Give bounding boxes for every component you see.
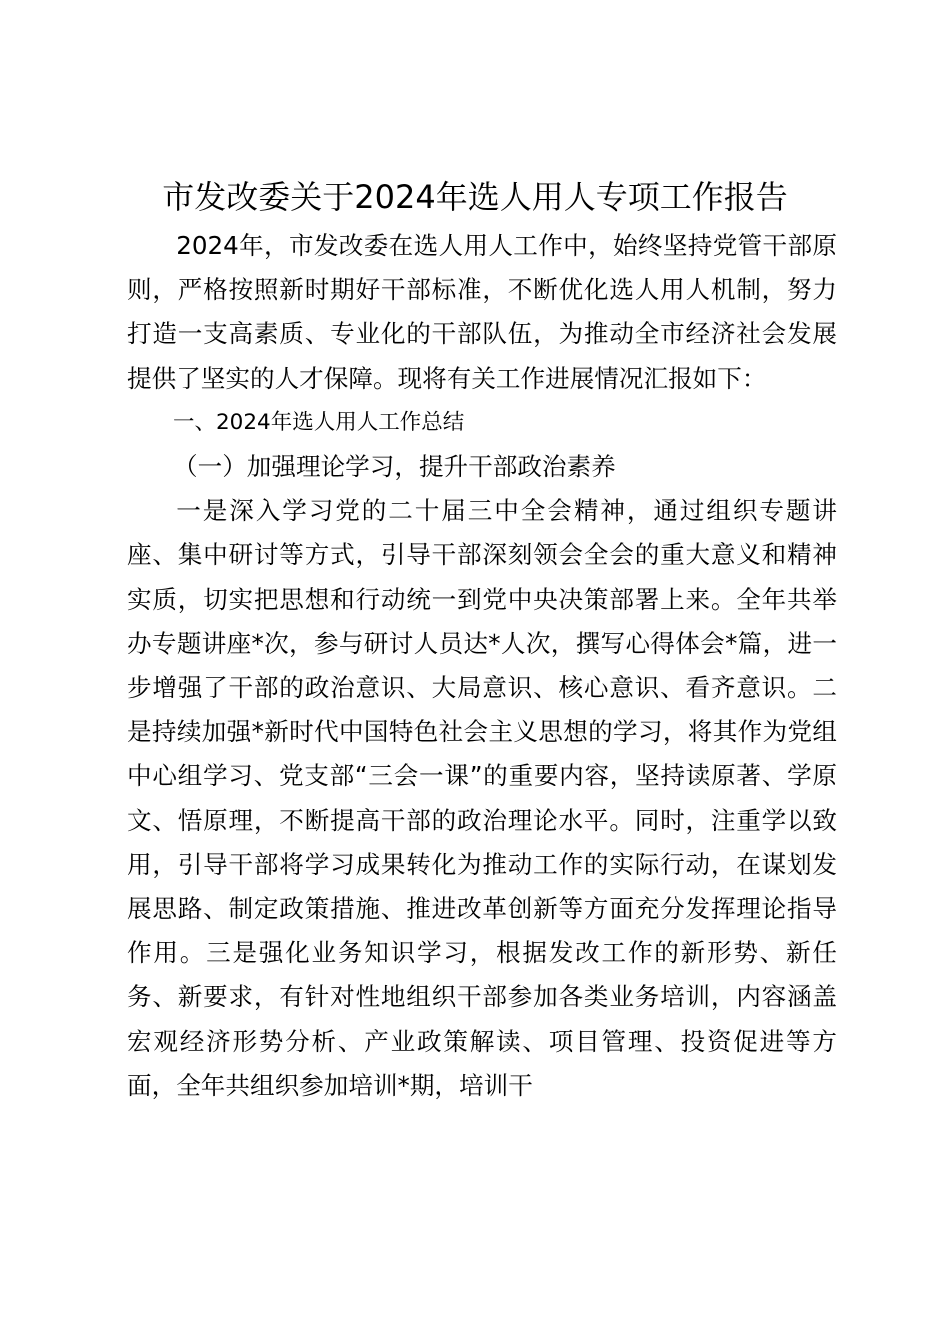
document-body [127,224,837,1108]
body-paragraph: 一是深入学习党的二十届三中全会精神，通过组织专题讲座、集中研讨等方式，引导干部深刻领会全会的重大意义和精神实质，切实把思想和行动统一到党中央决策部署上来。全年共举办专题讲座*次，参与研讨人员达*人次，撰写心得体会*篇，进一步增强了干部的政治意识、大局意识、核心意识、看齐意识。二是持续加强*新时代中国特色社会主义思想的学习，将其作为党组中心组学习、党支部“三会一课”的重要内容，坚持读原著、学原文、悟原理，不断提高干部的政治理论水平。同时，注重学以致用，引导干部将学习成果转化为推动工作的实际行动，在谋划发展思路、制定政策措施、推进改革创新等方面充分发挥理论指导作用。三是强化业务知识学习，根据发改工作的新形势、新任务、新要求，有针对性地组织干部参加各类业务培训，内容涵盖宏观经济形势分析、产业政策解读、项目管理、投资促进等方面，全年共组织参加培训*期，培训干 [127,496,837,1100]
intro-paragraph: 2024年，市发改委在选人用人工作中，始终坚持党管干部原则，严格按照新时期好干部标准，不断优化选人用人机制，努力打造一支高素质、专业化的干部队伍，为推动全市经济社会发展提供了坚实的人才保障。现将有关工作进展情况汇报如下： [127,231,837,393]
subsection-heading: （一）加强理论学习，提升干部政治素养 [173,452,616,482]
document-title: 市发改委关于2024年选人用人专项工作报告 [162,178,788,216]
section-heading: 一、2024年选人用人工作总结 [173,409,465,435]
